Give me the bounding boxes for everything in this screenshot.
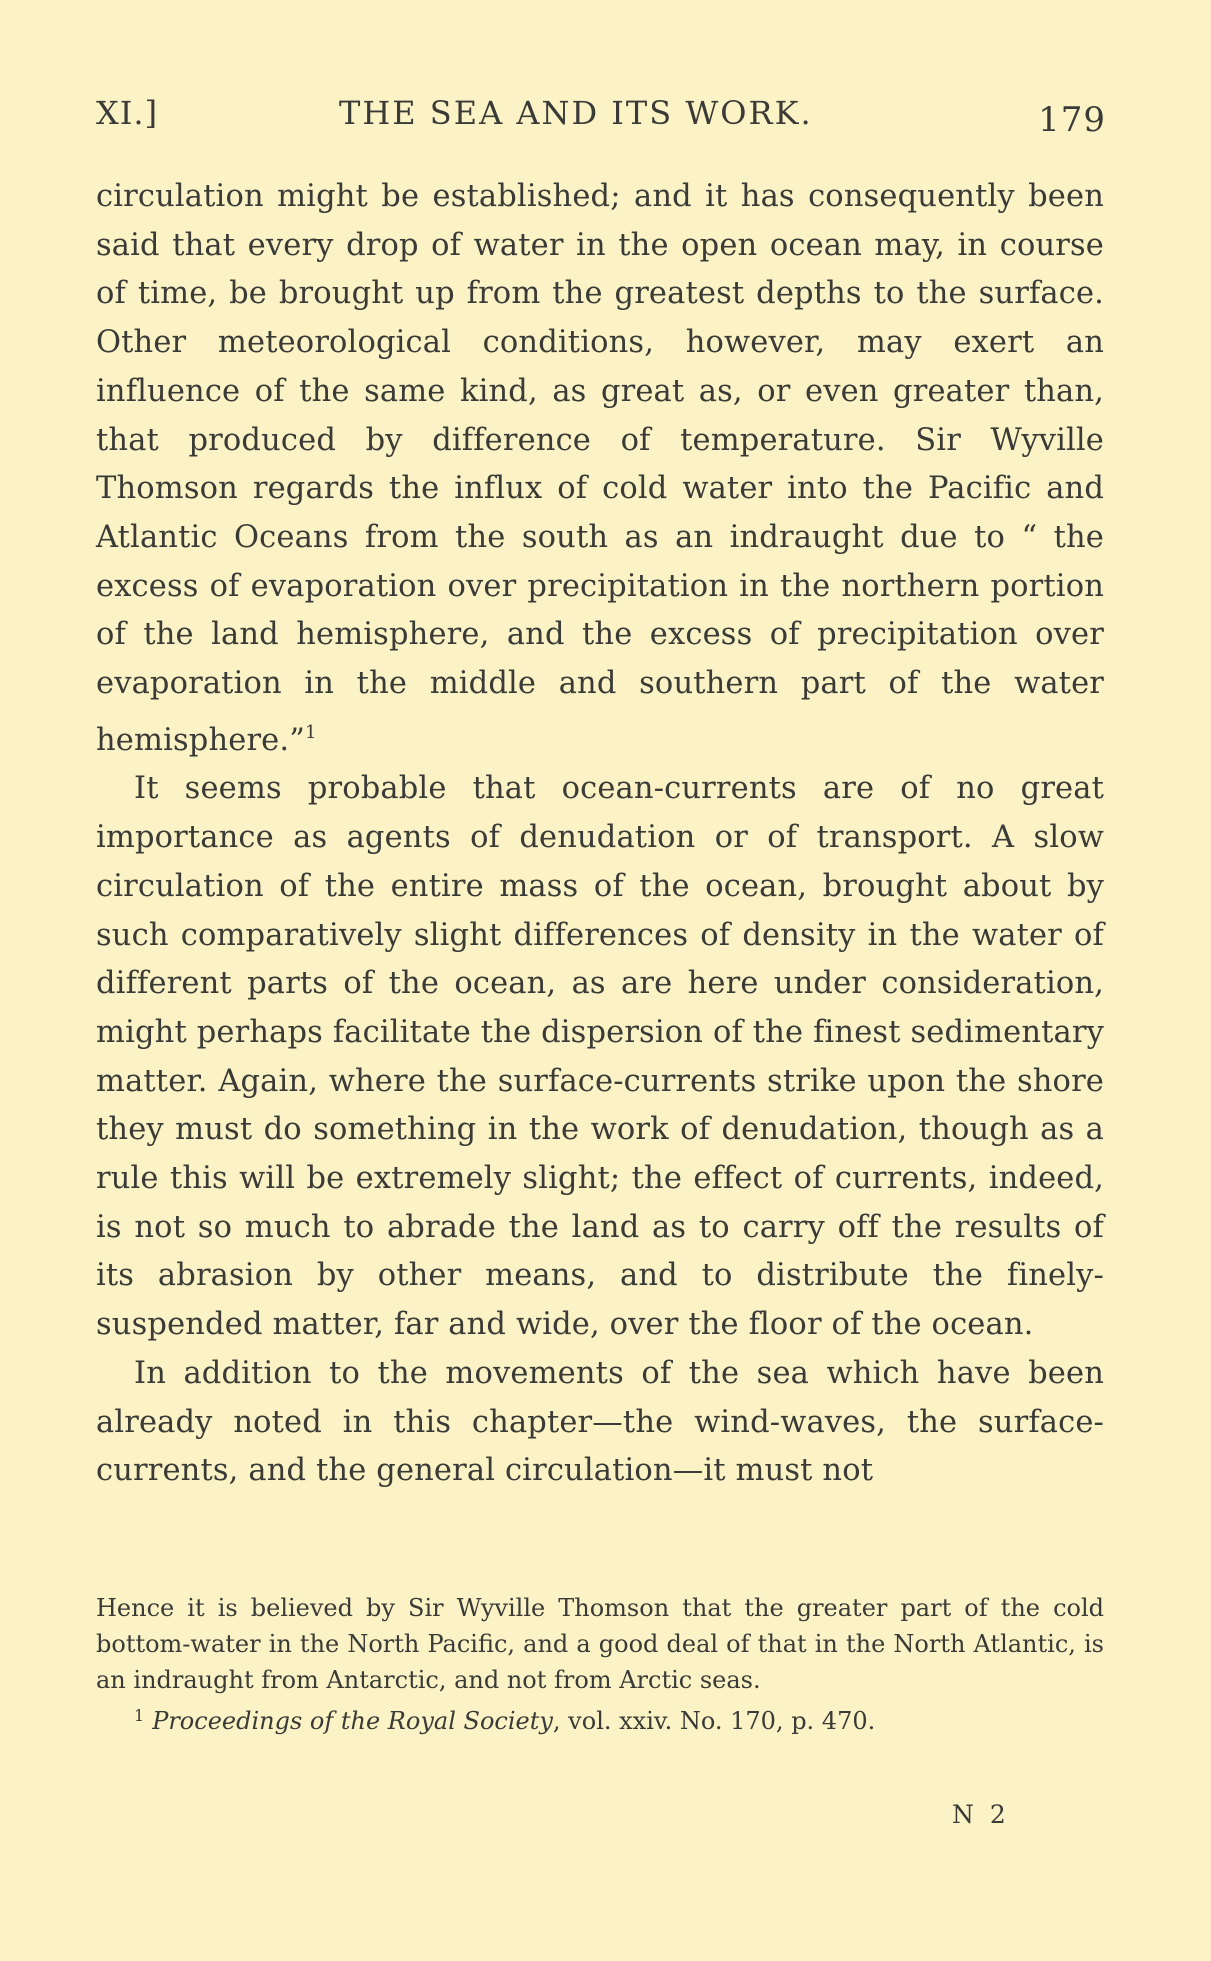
footnote-continued: Hence it is believed by Sir Wyville Thomson that the greater part of the cold bottom-water in the North Pacific, and a good deal of that in the North Atlantic, is an indraught from Antarctic, and not from Arctic seas.: [96, 1594, 1104, 1694]
footnote-citation: , vol. xxiv. No. 170, p. 470.: [552, 1707, 876, 1735]
footnote-marker: 1: [134, 1706, 145, 1725]
signature-mark: N 2: [952, 1800, 1010, 1829]
footnotes: [96, 1590, 1104, 1739]
page-number: 179: [1038, 100, 1106, 140]
paragraph-text: circulation might be established; and it has consequently been said that every drop of water in the open ocean may, in course of time, be brought up from the greatest depths to the surface. Other meteorological conditions, however, may exert an influence of the same kind, as great as, or even greater than, that produced by difference of temperature. Sir Wyville Thomson regards the influx of cold water into the Pacific and Atlantic Oceans from the south as an indraught due to “ the excess of evaporation over precipitation in the northern portion of the land hemisphere, and the excess of precipitation over evaporation in the middle and southern part of the water hemisphere.”: [96, 179, 1104, 758]
running-title: THE SEA AND ITS WORK.: [339, 94, 813, 132]
main-text: [96, 173, 1104, 1496]
paragraph: In addition to the movements of the sea which have been already noted in this chapter—the wind-waves, the surface-currents, and the general circulation—it must not: [96, 1355, 1104, 1489]
footnote-1: [96, 1698, 1104, 1739]
chapter-number: XI.]: [96, 94, 159, 132]
footnote-source-title: Proceedings of the Royal Society: [152, 1707, 553, 1735]
running-header: [96, 94, 1106, 144]
footnote-reference: 1: [304, 721, 317, 743]
paragraph: [96, 173, 1104, 765]
paragraph: It seems probable that ocean-currents are of no great importance as agents of denudation or of transport. A slow circulation of the entire mass of the ocean, brought about by such comparatively slight differences of density in the water of different parts of the ocean, as are here under consideration, might perhaps facilitate the dispersion of the finest sedimentary matter. Again, where the surface-currents strike upon the shore they must do something in the work of denudation, though as a rule this will be extremely slight; the effect of currents, indeed, is not so much to abrade the land as to carry off the results of its abrasion by other means, and to distribute the finely-suspended matter, far and wide, over the floor of the ocean.: [96, 771, 1104, 1343]
